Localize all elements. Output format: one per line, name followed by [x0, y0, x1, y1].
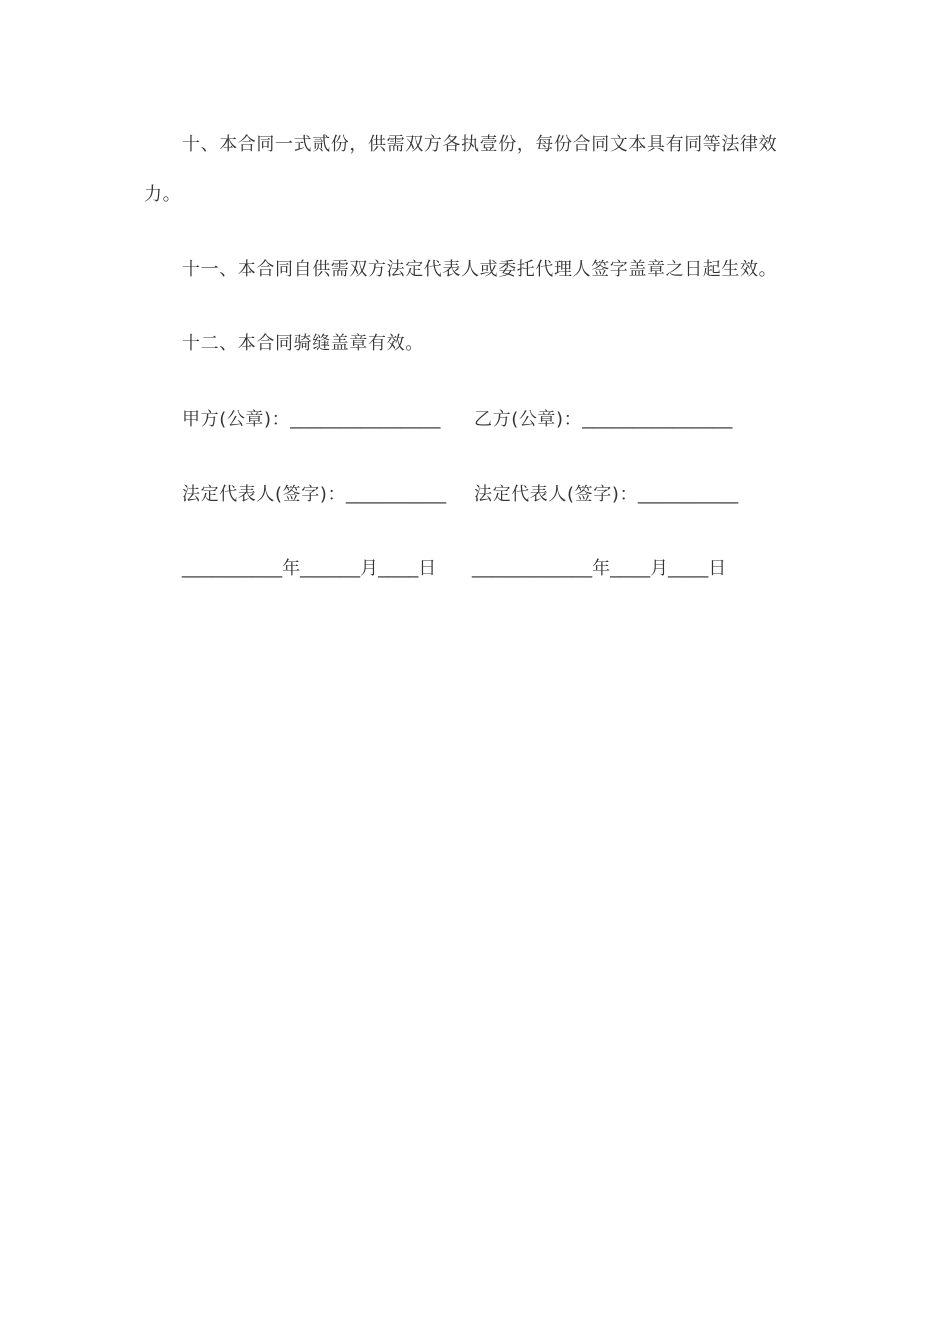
party-b-rep-label: 法定代表人(签字)：	[474, 484, 639, 505]
clause-10-line-1: 十、本合同一式贰份，供需双方各执壹份，每份合同文本具有同等法律效	[182, 134, 778, 155]
clause-11: 十一、本合同自供需双方法定代表人或委托代理人签字盖章之日起生效。	[182, 259, 778, 280]
party-a-rep-blank: __________	[346, 484, 447, 504]
party-a-seal	[182, 407, 440, 432]
clause-10-line-2: 力。	[144, 184, 182, 205]
party-a-date: __________年______月____日	[182, 558, 437, 578]
party-b-seal-label: 乙方(公章)：	[474, 409, 583, 430]
party-b-rep-blank: __________	[638, 484, 739, 504]
clause-12: 十二、本合同骑缝盖章有效。	[182, 333, 424, 354]
party-b-rep	[474, 482, 738, 507]
party-b-seal-blank: _______________	[582, 409, 733, 429]
party-a-rep	[182, 482, 446, 507]
party-a-seal-label: 甲方(公章)：	[182, 409, 291, 430]
party-a-seal-blank: _______________	[290, 409, 441, 429]
party-b-seal	[474, 407, 732, 432]
party-b-date: ____________年____月____日	[472, 558, 727, 578]
party-a-rep-label: 法定代表人(签字)：	[182, 484, 347, 505]
